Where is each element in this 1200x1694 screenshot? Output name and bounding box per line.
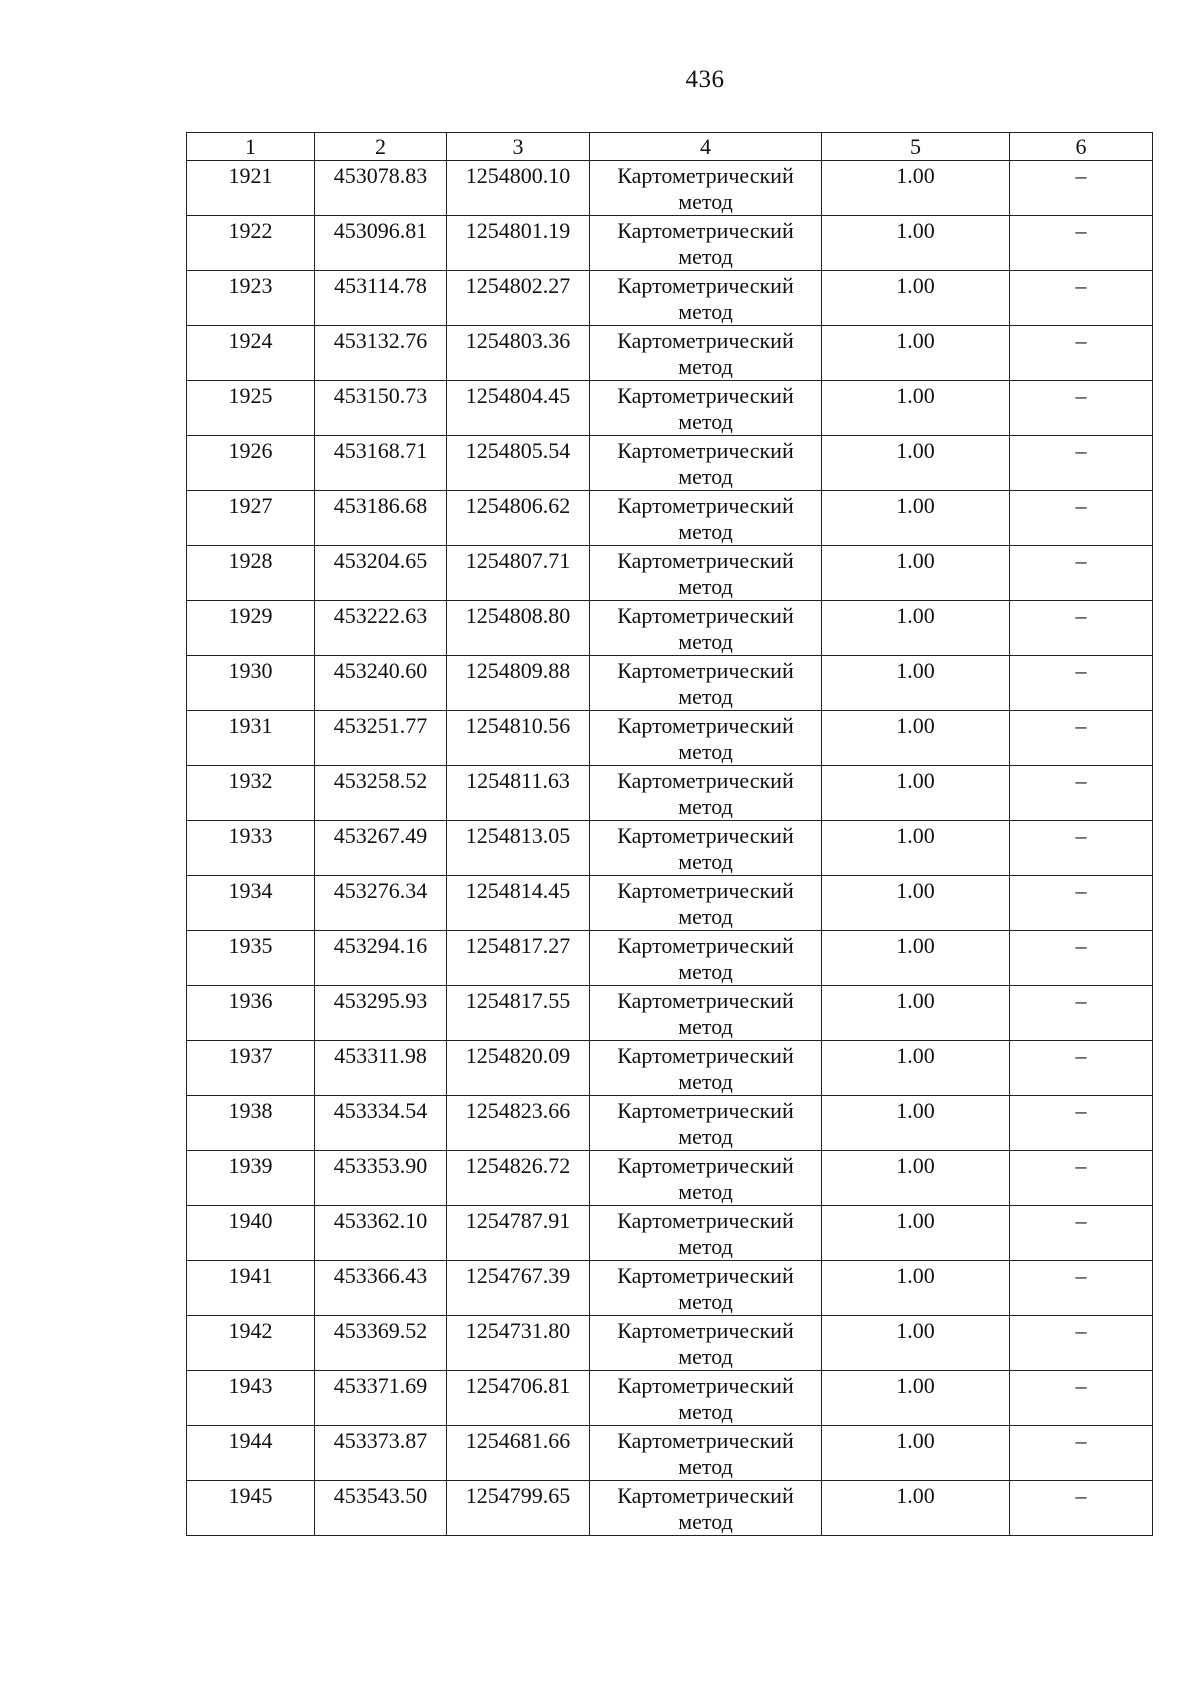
method-cell [590,1041,822,1096]
point-number-cell: 1934 [187,876,315,931]
table-row [187,1481,1153,1536]
note-cell: – [1010,216,1153,271]
method-text: метод [678,904,733,929]
note-cell: – [1010,1151,1153,1206]
x-coordinate-cell: 453258.52 [315,766,447,821]
method-text: метод [678,1289,733,1314]
x-coordinate-cell: 453132.76 [315,326,447,381]
table-row [187,1426,1153,1481]
y-coordinate-cell: 1254681.66 [447,1426,590,1481]
point-number-cell: 1940 [187,1206,315,1261]
point-number-cell: 1945 [187,1481,315,1536]
method-text: Картометрический [617,1373,794,1398]
column-header: 3 [447,133,590,161]
method-cell [590,766,822,821]
accuracy-cell: 1.00 [822,601,1010,656]
method-cell [590,1426,822,1481]
method-text: Картометрический [617,1483,794,1508]
note-cell: – [1010,711,1153,766]
x-coordinate-cell: 453204.65 [315,546,447,601]
page-number: 436 [685,66,725,93]
y-coordinate-cell: 1254814.45 [447,876,590,931]
method-cell [590,1481,822,1536]
y-coordinate-cell: 1254813.05 [447,821,590,876]
note-cell: – [1010,1371,1153,1426]
table-row [187,1261,1153,1316]
table-row [187,931,1153,986]
table-row [187,161,1153,216]
method-cell [590,436,822,491]
column-header: 1 [187,133,315,161]
table-row [187,216,1153,271]
point-number-cell: 1924 [187,326,315,381]
method-text: Картометрический [617,1318,794,1343]
method-text: Картометрический [617,548,794,573]
method-text: Картометрический [617,328,794,353]
note-cell: – [1010,1481,1153,1536]
point-number-cell: 1933 [187,821,315,876]
point-number-cell: 1943 [187,1371,315,1426]
accuracy-cell: 1.00 [822,931,1010,986]
accuracy-cell: 1.00 [822,1426,1010,1481]
point-number-cell: 1926 [187,436,315,491]
y-coordinate-cell: 1254767.39 [447,1261,590,1316]
column-header: 5 [822,133,1010,161]
method-text: метод [678,189,733,214]
table-row [187,546,1153,601]
method-text: Картометрический [617,1208,794,1233]
x-coordinate-cell: 453294.16 [315,931,447,986]
method-text: Картометрический [617,163,794,188]
note-cell: – [1010,491,1153,546]
accuracy-cell: 1.00 [822,711,1010,766]
accuracy-cell: 1.00 [822,766,1010,821]
accuracy-cell: 1.00 [822,1481,1010,1536]
note-cell: – [1010,1206,1153,1261]
note-cell: – [1010,821,1153,876]
table-row [187,1096,1153,1151]
note-cell: – [1010,436,1153,491]
accuracy-cell: 1.00 [822,1261,1010,1316]
accuracy-cell: 1.00 [822,986,1010,1041]
method-cell [590,986,822,1041]
method-text: метод [678,464,733,489]
note-cell: – [1010,1096,1153,1151]
method-text: Картометрический [617,1428,794,1453]
note-cell: – [1010,1316,1153,1371]
method-text: метод [678,1399,733,1424]
accuracy-cell: 1.00 [822,216,1010,271]
accuracy-cell: 1.00 [822,546,1010,601]
method-text: метод [678,354,733,379]
x-coordinate-cell: 453114.78 [315,271,447,326]
method-cell [590,931,822,986]
y-coordinate-cell: 1254731.80 [447,1316,590,1371]
accuracy-cell: 1.00 [822,876,1010,931]
accuracy-cell: 1.00 [822,271,1010,326]
y-coordinate-cell: 1254804.45 [447,381,590,436]
y-coordinate-cell: 1254787.91 [447,1206,590,1261]
method-cell [590,1371,822,1426]
method-text: Картометрический [617,603,794,628]
method-text: метод [678,519,733,544]
y-coordinate-cell: 1254817.55 [447,986,590,1041]
y-coordinate-cell: 1254799.65 [447,1481,590,1536]
method-text: метод [678,1179,733,1204]
coordinates-table [186,132,1153,1536]
point-number-cell: 1922 [187,216,315,271]
note-cell: – [1010,931,1153,986]
method-cell [590,656,822,711]
x-coordinate-cell: 453240.60 [315,656,447,711]
x-coordinate-cell: 453276.34 [315,876,447,931]
method-cell [590,1096,822,1151]
note-cell: – [1010,656,1153,711]
table-body [187,133,1153,1536]
point-number-cell: 1929 [187,601,315,656]
method-text: Картометрический [617,273,794,298]
method-cell [590,876,822,931]
accuracy-cell: 1.00 [822,161,1010,216]
y-coordinate-cell: 1254826.72 [447,1151,590,1206]
method-text: метод [678,1454,733,1479]
x-coordinate-cell: 453334.54 [315,1096,447,1151]
y-coordinate-cell: 1254810.56 [447,711,590,766]
y-coordinate-cell: 1254706.81 [447,1371,590,1426]
accuracy-cell: 1.00 [822,1206,1010,1261]
table-row [187,381,1153,436]
method-text: метод [678,1014,733,1039]
method-text: Картометрический [617,823,794,848]
method-text: Картометрический [617,713,794,738]
point-number-cell: 1923 [187,271,315,326]
method-text: метод [678,959,733,984]
point-number-cell: 1928 [187,546,315,601]
point-number-cell: 1927 [187,491,315,546]
point-number-cell: 1941 [187,1261,315,1316]
table-row [187,986,1153,1041]
table-row [187,326,1153,381]
accuracy-cell: 1.00 [822,1316,1010,1371]
note-cell: – [1010,1041,1153,1096]
method-text: метод [678,1344,733,1369]
x-coordinate-cell: 453362.10 [315,1206,447,1261]
method-cell [590,381,822,436]
note-cell: – [1010,326,1153,381]
x-coordinate-cell: 453150.73 [315,381,447,436]
y-coordinate-cell: 1254802.27 [447,271,590,326]
method-text: метод [678,739,733,764]
method-text: Картометрический [617,1153,794,1178]
point-number-cell: 1936 [187,986,315,1041]
x-coordinate-cell: 453366.43 [315,1261,447,1316]
x-coordinate-cell: 453267.49 [315,821,447,876]
method-text: Картометрический [617,1263,794,1288]
x-coordinate-cell: 453371.69 [315,1371,447,1426]
note-cell: – [1010,986,1153,1041]
table-row [187,766,1153,821]
point-number-cell: 1932 [187,766,315,821]
method-cell [590,546,822,601]
note-cell: – [1010,766,1153,821]
accuracy-cell: 1.00 [822,381,1010,436]
method-cell [590,271,822,326]
method-text: Картометрический [617,383,794,408]
point-number-cell: 1944 [187,1426,315,1481]
y-coordinate-cell: 1254806.62 [447,491,590,546]
method-text: метод [678,684,733,709]
table-row [187,491,1153,546]
note-cell: – [1010,381,1153,436]
x-coordinate-cell: 453168.71 [315,436,447,491]
method-cell [590,711,822,766]
y-coordinate-cell: 1254801.19 [447,216,590,271]
note-cell: – [1010,1426,1153,1481]
method-cell [590,601,822,656]
point-number-cell: 1925 [187,381,315,436]
method-text: метод [678,629,733,654]
x-coordinate-cell: 453295.93 [315,986,447,1041]
method-text: метод [678,409,733,434]
accuracy-cell: 1.00 [822,1371,1010,1426]
table-row [187,821,1153,876]
accuracy-cell: 1.00 [822,1041,1010,1096]
accuracy-cell: 1.00 [822,656,1010,711]
method-cell [590,491,822,546]
method-cell [590,1151,822,1206]
method-text: метод [678,244,733,269]
column-header: 6 [1010,133,1153,161]
note-cell: – [1010,876,1153,931]
method-cell [590,1261,822,1316]
point-number-cell: 1935 [187,931,315,986]
y-coordinate-cell: 1254811.63 [447,766,590,821]
y-coordinate-cell: 1254809.88 [447,656,590,711]
method-text: Картометрический [617,768,794,793]
table-row [187,601,1153,656]
y-coordinate-cell: 1254805.54 [447,436,590,491]
accuracy-cell: 1.00 [822,1096,1010,1151]
point-number-cell: 1942 [187,1316,315,1371]
method-cell [590,1206,822,1261]
method-text: метод [678,794,733,819]
x-coordinate-cell: 453222.63 [315,601,447,656]
accuracy-cell: 1.00 [822,821,1010,876]
note-cell: – [1010,546,1153,601]
x-coordinate-cell: 453251.77 [315,711,447,766]
y-coordinate-cell: 1254807.71 [447,546,590,601]
table-row [187,1041,1153,1096]
note-cell: – [1010,271,1153,326]
table-row [187,436,1153,491]
x-coordinate-cell: 453186.68 [315,491,447,546]
table-row [187,271,1153,326]
method-text: Картометрический [617,988,794,1013]
y-coordinate-cell: 1254823.66 [447,1096,590,1151]
note-cell: – [1010,161,1153,216]
table-row [187,876,1153,931]
x-coordinate-cell: 453353.90 [315,1151,447,1206]
accuracy-cell: 1.00 [822,436,1010,491]
x-coordinate-cell: 453078.83 [315,161,447,216]
table-row [187,656,1153,711]
point-number-cell: 1921 [187,161,315,216]
method-text: Картометрический [617,878,794,903]
method-text: метод [678,1509,733,1534]
x-coordinate-cell: 453543.50 [315,1481,447,1536]
method-cell [590,161,822,216]
y-coordinate-cell: 1254803.36 [447,326,590,381]
table-header-row [187,133,1153,161]
table-row [187,1206,1153,1261]
method-cell [590,821,822,876]
x-coordinate-cell: 453311.98 [315,1041,447,1096]
column-header: 4 [590,133,822,161]
x-coordinate-cell: 453096.81 [315,216,447,271]
note-cell: – [1010,1261,1153,1316]
method-text: метод [678,574,733,599]
table-row [187,1316,1153,1371]
point-number-cell: 1930 [187,656,315,711]
note-cell: – [1010,601,1153,656]
method-text: Картометрический [617,1043,794,1068]
point-number-cell: 1938 [187,1096,315,1151]
accuracy-cell: 1.00 [822,326,1010,381]
method-text: метод [678,299,733,324]
method-text: Картометрический [617,218,794,243]
method-text: метод [678,1234,733,1259]
method-text: Картометрический [617,438,794,463]
method-text: Картометрический [617,1098,794,1123]
accuracy-cell: 1.00 [822,491,1010,546]
method-cell [590,326,822,381]
x-coordinate-cell: 453373.87 [315,1426,447,1481]
table-row [187,1371,1153,1426]
method-text: метод [678,849,733,874]
point-number-cell: 1939 [187,1151,315,1206]
y-coordinate-cell: 1254808.80 [447,601,590,656]
table-row [187,711,1153,766]
method-cell [590,1316,822,1371]
column-header: 2 [315,133,447,161]
accuracy-cell: 1.00 [822,1151,1010,1206]
method-text: метод [678,1069,733,1094]
method-text: метод [678,1124,733,1149]
method-text: Картометрический [617,658,794,683]
y-coordinate-cell: 1254800.10 [447,161,590,216]
point-number-cell: 1931 [187,711,315,766]
method-text: Картометрический [617,493,794,518]
y-coordinate-cell: 1254817.27 [447,931,590,986]
x-coordinate-cell: 453369.52 [315,1316,447,1371]
table-row [187,1151,1153,1206]
method-cell [590,216,822,271]
y-coordinate-cell: 1254820.09 [447,1041,590,1096]
point-number-cell: 1937 [187,1041,315,1096]
method-text: Картометрический [617,933,794,958]
